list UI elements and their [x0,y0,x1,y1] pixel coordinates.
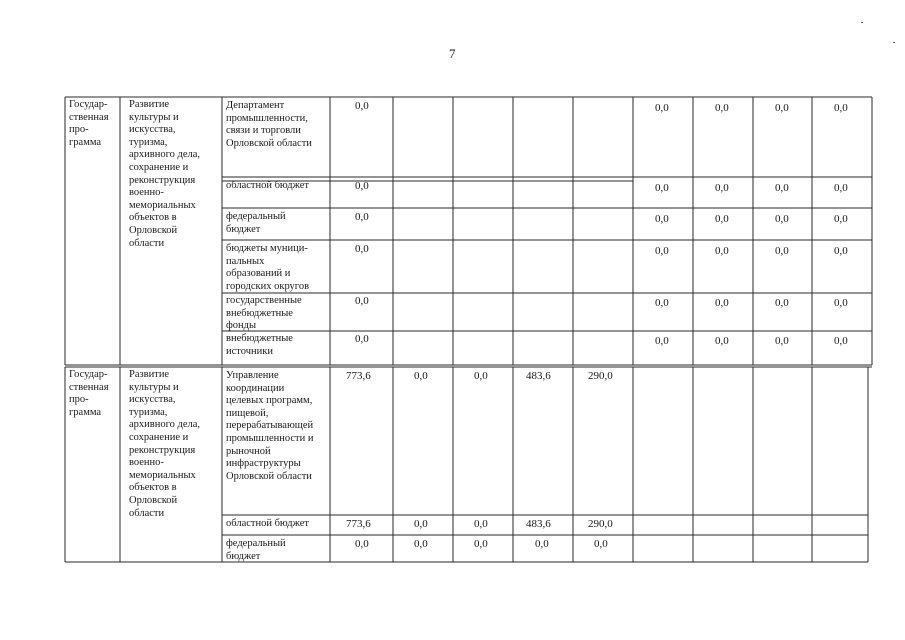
amount-cell: 0,0 [655,213,669,225]
funding-source: внебюджетные источники [226,333,293,357]
amount-cell: 0,0 [355,295,369,307]
amount-cell: 0,0 [715,102,729,114]
funding-source: федеральный бюджет [226,538,286,562]
amount-cell: 0,0 [355,100,369,112]
amount-cell: 0,0 [715,297,729,309]
program-name: Развитие культуры и искусства, туризма, архивного дела, сохранение и реконструкция военно- мемориальных объектов в Орловской области [129,369,201,519]
amount-cell: 483,6 [526,370,551,382]
amount-cell: 0,0 [834,245,848,257]
amount-cell: 0,0 [834,102,848,114]
funding-source: бюджеты муници- пальных образований и городских округов [226,243,310,292]
program-type-label: Государ- ственная про- грамма [69,369,109,418]
amount-cell: 0,0 [355,538,369,550]
page-number: 7 [449,46,456,61]
funding-source: Департамент промышленности, связи и торговли Орловской области [226,100,312,149]
amount-cell: 0,0 [414,370,428,382]
amount-cell: 0,0 [655,297,669,309]
amount-cell: 0,0 [474,538,488,550]
amount-cell: 0,0 [775,102,789,114]
amount-cell: 0,0 [655,182,669,194]
amount-cell: 0,0 [535,538,549,550]
amount-cell: 0,0 [715,213,729,225]
amount-cell: 0,0 [474,518,488,530]
amount-cell: 0,0 [775,245,789,257]
amount-cell: 0,0 [414,538,428,550]
amount-cell: 0,0 [715,182,729,194]
amount-cell: 483,6 [526,518,551,530]
amount-cell: 0,0 [594,538,608,550]
amount-cell: 0,0 [834,297,848,309]
amount-cell: 0,0 [834,335,848,347]
amount-cell: 290,0 [588,370,613,382]
amount-cell: 0,0 [775,213,789,225]
amount-cell: 0,0 [355,211,369,223]
amount-cell: 0,0 [355,333,369,345]
amount-cell: 773,6 [346,518,371,530]
amount-cell: 0,0 [775,297,789,309]
funding-source: федеральный бюджет [226,211,286,235]
funding-source: государственные внебюджетные фонды [226,295,302,332]
amount-cell: 0,0 [655,102,669,114]
amount-cell: 290,0 [588,518,613,530]
amount-cell: 0,0 [655,335,669,347]
amount-cell: 0,0 [715,245,729,257]
funding-source: областной бюджет [226,518,309,529]
amount-cell: 0,0 [474,370,488,382]
amount-cell: 0,0 [715,335,729,347]
amount-cell: 0,0 [775,182,789,194]
amount-cell: 0,0 [355,180,369,192]
amount-cell: 0,0 [414,518,428,530]
amount-cell: 0,0 [355,243,369,255]
program-type-label: Государ- ственная про- грамма [69,99,109,148]
funding-source: Управление координации целевых программ, пищевой, перерабатывающей промышленности и рыночной инфраструктуры Орловской области [226,370,314,482]
program-name: Развитие культуры и искусства, туризма, архивного дела, сохранение и реконструкция военно- мемориальных объектов в Орловской области [129,99,201,249]
amount-cell: 0,0 [834,182,848,194]
amount-cell: 0,0 [655,245,669,257]
funding-source: областной бюджет [226,180,309,191]
amount-cell: 773,6 [346,370,371,382]
amount-cell: 0,0 [834,213,848,225]
amount-cell: 0,0 [775,335,789,347]
